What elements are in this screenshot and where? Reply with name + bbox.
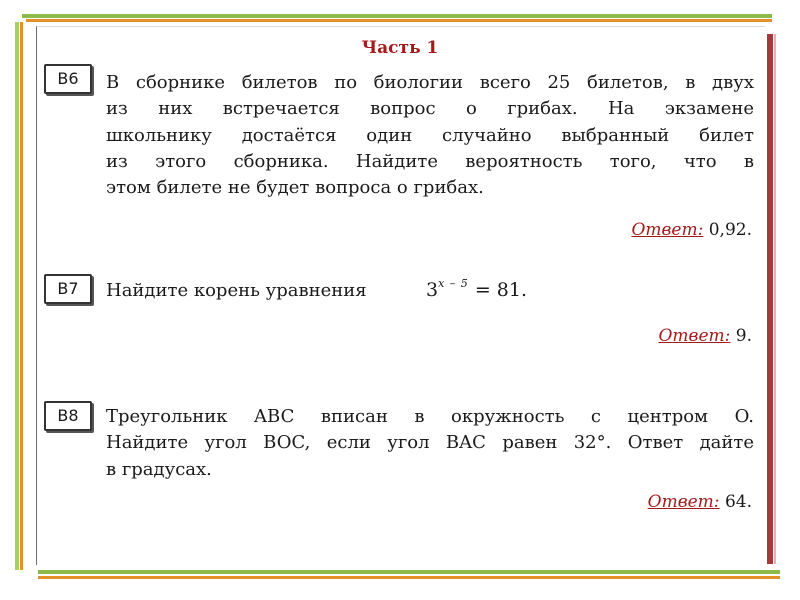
answer-b7 (659, 326, 753, 346)
top-orange-bar (26, 19, 772, 22)
right-pink-bar (774, 34, 776, 564)
answer-value: 64. (719, 492, 752, 512)
answer-label: Ответ: (647, 492, 720, 512)
task-line: из этого сборника. Найдите вероятность того, что в (106, 150, 754, 172)
task-badge-b8: B8 (44, 401, 92, 431)
top-green-bar (22, 14, 772, 18)
answer-value: 9. (730, 326, 752, 346)
left-green-bar (15, 22, 19, 570)
task-line: в градусах. (106, 458, 212, 480)
equation-exponent: x – 5 (438, 277, 469, 290)
bottom-green-bar (38, 570, 780, 574)
bottom-orange-bar (38, 576, 780, 579)
task-text-b7: Найдите корень уравнения (106, 280, 367, 301)
task-line: Найдите угол BOC, если угол BAC равен 32°. Ответ дайте (106, 432, 754, 454)
task-line: этом билете не будет вопроса о грибах. (106, 177, 484, 199)
task-line: В сборнике билетов по биологии всего 25 билетов, в двух (106, 72, 754, 93)
task-text-b6 (106, 70, 754, 201)
left-orange-bar (20, 22, 23, 570)
answer-b8 (648, 492, 752, 512)
answer-label: Ответ: (631, 220, 704, 240)
answer-value: 0,92. (703, 220, 752, 240)
task-badge-b6: B6 (44, 64, 92, 94)
page-title: Часть 1 (361, 38, 439, 58)
task-line: школьнику достаётся один случайно выбранный билет (106, 124, 754, 146)
equation-base: 3 (426, 279, 439, 301)
task-badge-b7: B7 (44, 274, 92, 304)
answer-label: Ответ: (658, 326, 731, 346)
equation-b7 (426, 277, 527, 301)
answer-b6 (631, 220, 752, 240)
task-text-b8 (106, 404, 754, 483)
task-line: Треугольник ABC вписан в окружность с центром O. (106, 406, 754, 427)
equation-rhs: = 81. (468, 279, 528, 301)
right-red-bar (767, 34, 773, 564)
task-line: из них встречается вопрос о грибах. На экзамене (106, 98, 754, 120)
